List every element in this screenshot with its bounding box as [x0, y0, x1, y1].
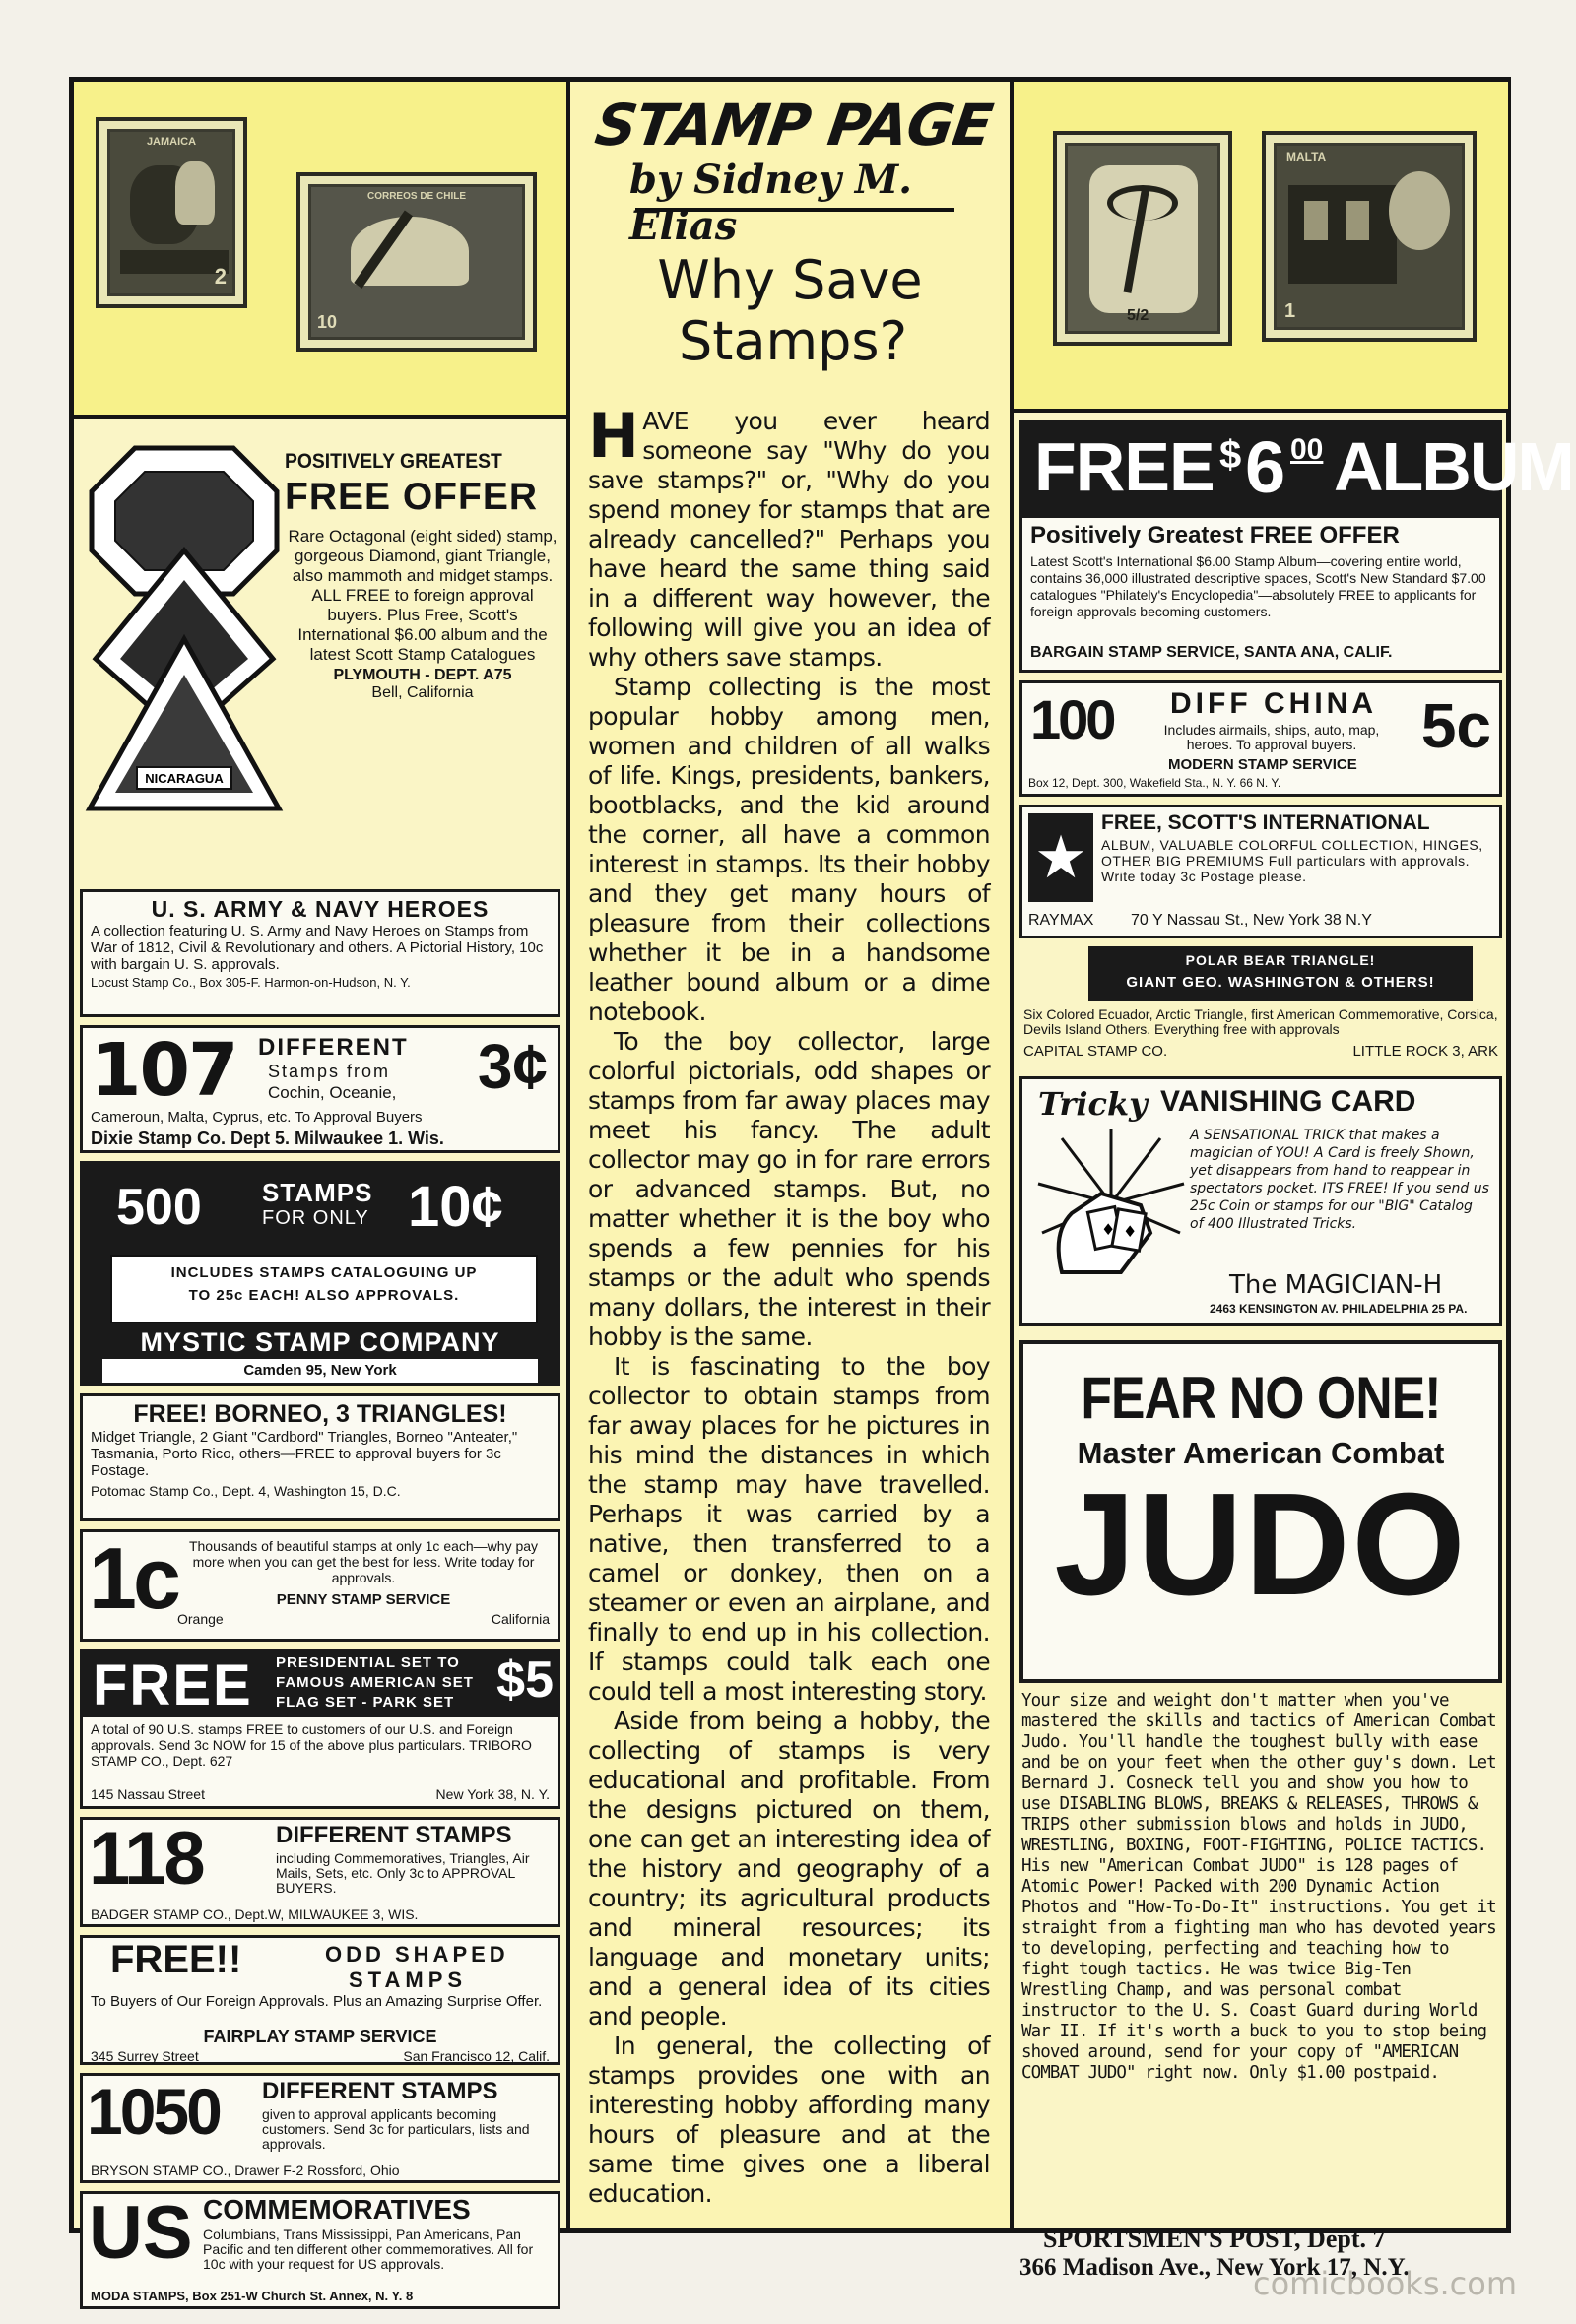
mystic-ad: [80, 1161, 560, 1386]
album-free: FREE: [1034, 428, 1215, 505]
china-price: 5c: [1420, 690, 1491, 761]
judo-company: SPORTSMEN'S POST, Dept. 7: [1043, 2225, 1386, 2253]
album-headline: Positively Greatest FREE OFFER: [1030, 522, 1400, 549]
stamp-country: JAMAICA: [146, 136, 197, 148]
polar-company: CAPITAL STAMP CO.: [1023, 1043, 1168, 1060]
article-p4: It is fascinating to the boy collector to obtain stamps from far away places for he pictures in his mind the distances in which the stamp may have travelled. Perhaps it was carried by a native, then transferred to a camel or donkey, then on a steamer or even an airplane, and finally to end up in his collection. If stamps could talk each one could tell a most interesting story.: [588, 1352, 990, 1706]
penny-ad: [80, 1529, 560, 1642]
octagon-company: PLYMOUTH - DEPT. A75: [333, 667, 512, 683]
moda-address: MODA STAMPS, Box 251-W Church St. Annex, N. Y. 8: [91, 2289, 414, 2303]
mystic-line1: INCLUDES STAMPS CATALOGUING UP: [170, 1264, 478, 1281]
stamp-images-right: [1014, 82, 1508, 413]
fairplay-company: FAIRPLAY STAMP SERVICE: [203, 2027, 437, 2046]
stamp-images-left: [74, 82, 566, 419]
triboro-line2: FAMOUS AMERICAN SET: [276, 1674, 474, 1691]
polar-line2: GIANT GEO. WASHINGTON & OTHERS!: [1126, 974, 1435, 991]
chile-stamp: [296, 172, 537, 352]
badger-body: including Commemoratives, Triangles, Air Mails, Sets, etc. Only 3c to APPROVAL BUYERS.: [276, 1850, 530, 1896]
page-title: STAMP PAGE: [591, 92, 997, 159]
dropcap: H: [588, 400, 639, 472]
bryson-address: BRYSON STAMP CO., Drawer F-2 Rossford, Ohio: [91, 2163, 400, 2178]
triboro-body: A total of 90 U.S. stamps FREE to customers of our U.S. and Foreign approvals. Send 3c NOW for 15 of the above plus particulars. TRIBORO STAMP CO., Dept. 627: [91, 1721, 532, 1769]
card-address: 2463 KENSINGTON AV. PHILADELPHIA 25 PA.: [1210, 1302, 1468, 1316]
polar-body: Six Colored Ecuador, Arctic Triangle, first American Commemorative, Corsica, Devils Island Others. Everything free with approvals: [1023, 1006, 1498, 1037]
penny-company: PENNY STAMP SERVICE: [276, 1591, 451, 1608]
borneo-title: FREE! BORNEO, 3 TRIANGLES!: [133, 1400, 507, 1428]
stamp-value: 2: [214, 264, 227, 289]
polar-city: LITTLE ROCK 3, ARK: [1352, 1043, 1498, 1060]
album-ad: [1019, 420, 1573, 673]
card-body: A SENSATIONAL TRICK that makes a magician of YOU! A Card is freely Shown, yet disappears from hand to reappear in spectators pocket. ITS FREE! If you send us 25c Coin or stamps for our "BIG" Catalog of 400 Illustrated Tricks.: [1190, 1128, 1489, 1232]
stamp-country: MALTA: [1286, 150, 1327, 163]
article-p6: In general, the collecting of stamps provides one with an interesting hobby affording many hours of pleasure and at the same time gives one a liberal education.: [588, 2032, 990, 2208]
fairplay-ad: [80, 1935, 560, 2065]
article-column: [570, 82, 1014, 2228]
bryson-title: DIFFERENT STAMPS: [262, 2078, 498, 2104]
vanishing-card-ad: [1019, 1076, 1502, 1326]
dixie-word: DIFFERENT: [258, 1034, 409, 1061]
album-banner: [1022, 423, 1573, 518]
triboro-line1: PRESIDENTIAL SET TO: [276, 1654, 460, 1671]
triboro-addr1: 145 Nassau Street: [91, 1786, 205, 1802]
mystic-foronly: FOR ONLY: [262, 1207, 369, 1229]
card-title2: VANISHING CARD: [1160, 1085, 1416, 1118]
china-address: Box 12, Dept. 300, Wakefield Sta., N. Y. 66 N. Y.: [1028, 776, 1281, 790]
mystic-line2: TO 25c EACH! ALSO APPROVALS.: [188, 1287, 460, 1304]
bryson-body: given to approval applicants becoming customers. Send 3c for particulars, lists and approvals.: [262, 2106, 530, 2152]
borneo-ad: [80, 1393, 560, 1521]
octagon-headline1: POSITIVELY GREATEST: [285, 450, 502, 473]
polar-line1: POLAR BEAR TRIANGLE!: [1185, 952, 1376, 968]
star-block: [1028, 813, 1093, 902]
moda-title: COMMEMORATIVES: [203, 2194, 471, 2225]
mystic-inner-box: [110, 1255, 538, 1323]
judo-headline: FEAR NO ONE!: [1081, 1365, 1441, 1431]
hand-cards-icon: [1032, 1125, 1190, 1282]
badger-address: BADGER STAMP CO., Dept.W, MILWAUKEE 3, WIS.: [91, 1906, 419, 1922]
album-amount: 6: [1245, 426, 1286, 508]
stamp-value: 10: [317, 312, 338, 332]
moda-body: Columbians, Trans Mississippi, Pan Americans, Pan Pacific and ten different other commemoratives. All for 10c with your request for US approvals.: [203, 2227, 534, 2272]
octagon-body: Rare Octagonal (eight sided) stamp, gorgeous Diamond, giant Triangle, also mammoth and midget stamps. ALL FREE to foreign approval buyers. Plus Free, Scott's International $6.00 album and the latest Scott Stamp Catalogues: [288, 527, 558, 664]
mystic-price: 10¢: [408, 1175, 503, 1239]
article-p3: To the boy collector, large colorful pictorials, odd shapes or stamps from far away places may meet his fancy. The adult collector may go in for rare errors or advanced stamps. But, no matter whether it is the boy who spends a few pennies for his stamps or the adult who spends many dollars, the interest in their hobby is the same.: [588, 1027, 990, 1351]
fairplay-addr1: 345 Surrey Street: [91, 2048, 199, 2064]
dixie-line4: Cameroun, Malta, Cyprus, etc. To Approval Buyers: [91, 1109, 423, 1126]
octagon-diamond-triangle-illustration: [86, 442, 283, 816]
raymax-company: RAYMAX: [1028, 912, 1094, 929]
polar-banner: [1088, 946, 1473, 1001]
jamaica-stamp: [96, 117, 247, 308]
dixie-ad: [80, 1025, 560, 1153]
album-album: ALBUM: [1334, 428, 1573, 505]
stamp-value: 5/2: [1127, 307, 1149, 324]
fairplay-line2: STAMPS: [349, 1968, 468, 1992]
judo-banner: [1019, 1340, 1502, 1683]
raymax-address: 70 Y Nassau St., New York 38 N.Y: [1131, 912, 1372, 929]
fairplay-big: FREE!!: [110, 1938, 242, 1981]
raymax-body: ALBUM, VALUABLE COLORFUL COLLECTION, HINGES, OTHER BIG PREMIUMS Full particulars with approvals. Write today 3c Postage please.: [1101, 837, 1483, 884]
army-navy-ad: [80, 889, 560, 1017]
stamp-country: CORREOS DE CHILE: [366, 191, 466, 202]
china-num: 100: [1030, 688, 1114, 750]
penny-city1: Orange: [177, 1611, 224, 1627]
raymax-ad: [1019, 805, 1502, 938]
raymax-title: FREE, SCOTT'S INTERNATIONAL: [1101, 811, 1430, 834]
triboro-line3: FLAG SET - PARK SET: [276, 1694, 455, 1711]
dixie-company: Dixie Stamp Co. Dept 5. Milwaukee 1. Wis.: [91, 1129, 444, 1148]
mystic-company: MYSTIC STAMP COMPANY: [140, 1327, 500, 1357]
bryson-ad: [80, 2073, 560, 2183]
headline-line1: Why Save: [657, 249, 923, 311]
polar-ad: [1019, 946, 1502, 1066]
octagon-ad: [78, 428, 562, 873]
china-ad: [1019, 680, 1502, 797]
badger-title: DIFFERENT STAMPS: [276, 1822, 512, 1848]
mystic-stamps: STAMPS: [262, 1178, 373, 1207]
moda-big: US: [89, 2191, 193, 2275]
article-body: [588, 400, 990, 2209]
octagon-headline2: FREE OFFER: [285, 476, 539, 518]
article-p1: AVE you ever heard someone say "Why do you save stamps?" or, "Why do you spend money for stamps that are already cancelled?" Perhaps you have heard the same thing said in a different way however, the following will give you an idea of why others save stamps.: [588, 407, 990, 672]
bryson-number: 1050: [87, 2075, 220, 2148]
borneo-address: Potomac Stamp Co., Dept. 4, Washington 15, D.C.: [91, 1483, 401, 1499]
penny-city2: California: [491, 1611, 550, 1627]
flower-stamp: [1053, 131, 1232, 346]
mystic-num: 500: [116, 1179, 202, 1236]
album-company: BARGAIN STAMP SERVICE, SANTA ANA, CALIF.: [1030, 644, 1393, 661]
watermark: comicbooks.com: [1252, 2265, 1517, 2302]
judo-body: Your size and weight don't matter when you've mastered the skills and tactics of American Combat Judo. You'll handle the toughest bully with ease and be on your feet when the other guy's down. Let Bernard J. Cosneck tell you and show you how to use DISABLING BLOWS, BREAKS & RELEASES, THROWS & TRIPS other submission blows and holds in JUDO, WRESTLING, BOXING, FOOT-FIGHTING, POLICE TACTICS. His new "American Combat JUDO" is 128 pages of Atomic Power! Packed with 200 Dynamic Action Photos and "How-To-Do-It" instructions. You get it straight from a fighting man who has devoted years to developing, perfecting and teaching how to fight tough tactics. He was twice Big-Ten Wrestling Champ, and was personal combat instructor to the U. S. Coast Guard during World War II. If it's worth a buck to you to stop being shoved around, send for your copy of "AMERICAN COMBAT JUDO" right now. Only $1.00 postpaid.: [1021, 1691, 1496, 2083]
triangle-label: NICARAGUA: [145, 771, 224, 786]
right-column: [1014, 82, 1573, 2281]
stamp-value: 1: [1284, 300, 1296, 322]
dixie-price: 3¢: [477, 1031, 548, 1102]
octagon-city: Bell, California: [371, 684, 474, 701]
dixie-number: 107: [91, 1028, 237, 1113]
fairplay-body: To Buyers of Our Foreign Approvals. Plus an Amazing Surprise Offer.: [91, 1993, 543, 2010]
svg-text:♦: ♦: [1101, 1220, 1116, 1239]
byline: by Sidney M. Elias: [629, 157, 913, 249]
judo-sub: Master American Combat: [1077, 1436, 1445, 1470]
army-body: A collection featuring U. S. Army and Navy Heroes on Stamps from War of 1812, Civil & Revolutionary and others. A Pictorial History, 10c with bargain U. S. approvals.: [91, 923, 544, 973]
triboro-ad: [80, 1649, 560, 1809]
card-company: The MAGICIAN-H: [1229, 1270, 1443, 1300]
judo-big: JUDO: [1054, 1463, 1468, 1626]
penny-body: Thousands of beautiful stamps at only 1c each—why pay more when you can get the best for less. Write today for approvals.: [188, 1538, 539, 1585]
china-company: MODERN STAMP SERVICE: [1168, 756, 1357, 773]
judo-address: 366 Madison Ave., New York 17, N.Y.: [1019, 2254, 1410, 2281]
left-column: [74, 82, 570, 2303]
album-cents: 00: [1290, 433, 1324, 466]
army-title: U. S. ARMY & NAVY HEROES: [151, 896, 490, 922]
moda-ad: [80, 2191, 560, 2309]
article-p5: Aside from being a hobby, the collecting of stamps is very educational and profitable. From the designs pictured on them, one can get an interesting idea of the history and geography of a country; its agricultural products and mineral resources; its language and monetary units; and a general idea of its cities and people.: [588, 1707, 990, 2031]
album-body: Latest Scott's International $6.00 Stamp Album—covering entire world, contains 36,000 illustrated descriptive spaces, Scott's New Standard $7.00 catalogues "Philately's Encyclopedia"—absolutely FREE to applicants for foreign approvals becoming customers.: [1030, 553, 1486, 619]
fairplay-line1: ODD SHAPED: [325, 1942, 509, 1967]
badger-number: 118: [89, 1817, 204, 1901]
headline-line2: Stamps?: [679, 310, 908, 372]
fairplay-addr2: San Francisco 12, Calif.: [403, 2048, 550, 2064]
dixie-line2: Stamps from: [268, 1062, 391, 1081]
card-title1: Tricky: [1038, 1085, 1148, 1123]
dixie-line3: Cochin, Oceanie,: [268, 1083, 397, 1102]
malta-stamp: [1262, 131, 1477, 342]
borneo-body: Midget Triangle, 2 Giant "Cardbord" Triangles, Borneo "Anteater," Tasmania, Porto Rico, others—FREE to approval buyers for 3c Postage.: [91, 1429, 518, 1479]
army-address: Locust Stamp Co., Box 305-F. Harmon-on-Hudson, N. Y.: [91, 975, 411, 990]
badger-ad: [80, 1817, 560, 1927]
china-body: Includes airmails, ships, auto, map, heroes. To approval buyers.: [1163, 722, 1380, 752]
article-p2: Stamp collecting is the most popular hobby among men, women and children of all walks of life. Kings, presidents, bankers, bootblacks, and the kid around the corner, all have a common interest in stamps. Its their hobby and they get many hours of pleasure from their collections whether it be in a handsome leather bound album or a dime notebook.: [588, 673, 990, 1026]
penny-big: 1c: [89, 1529, 177, 1627]
china-title: DIFF CHINA: [1170, 687, 1377, 720]
mystic-city: Camden 95, New York: [102, 1359, 538, 1383]
triboro-addr2: New York 38, N. Y.: [435, 1786, 550, 1802]
album-dollar: $: [1219, 433, 1242, 477]
triboro-big: FREE: [93, 1653, 253, 1717]
triboro-price: $5: [496, 1651, 554, 1709]
svg-text:♦: ♦: [1123, 1222, 1138, 1241]
star-icon: ★: [1034, 824, 1087, 890]
